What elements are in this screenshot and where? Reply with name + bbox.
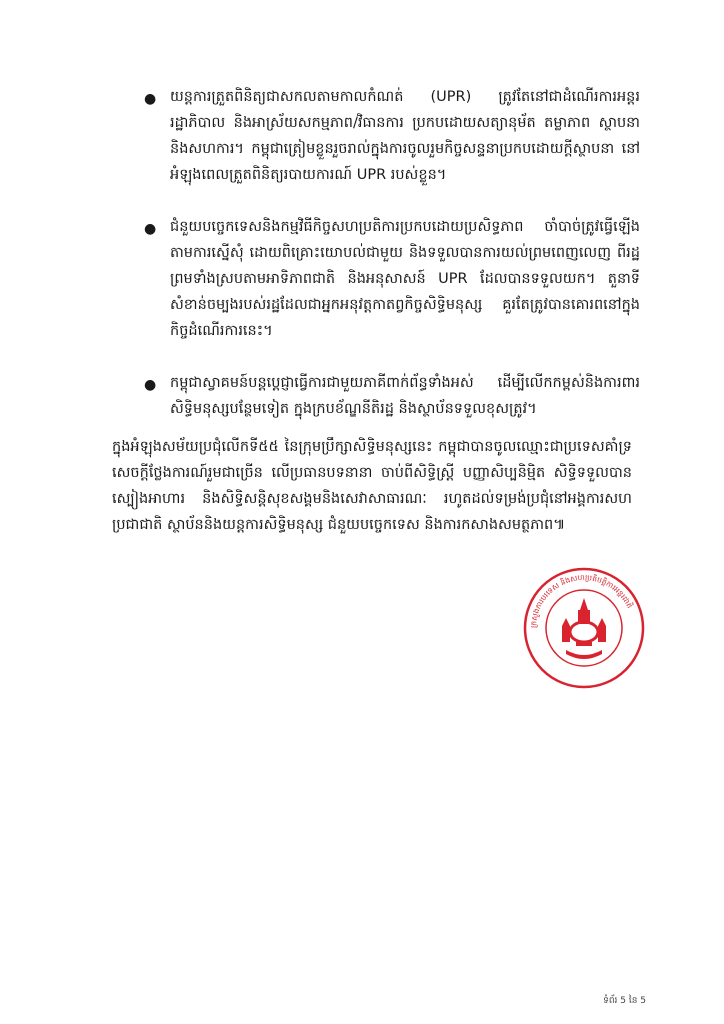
bullet-marker: ● xyxy=(144,221,157,237)
bullet-text: កម្ពុជាស្វាគមន៍បន្តប្ដេជ្ញាធ្វើការជាមួយភាគីពាក់ព័ន្ធទាំងអស់ ដើម្បីលើកកម្ពស់និងការពារសិទ្ធិមនុស្សបន្ថែមទៀត ក្នុងក្របខ័ណ្ឌនីតិរដ្ឋ និងស្ថាប័នទទួលខុសត្រូវ។ xyxy=(170,375,640,417)
seal-emblem-icon xyxy=(562,598,606,659)
bullet-marker: ● xyxy=(144,91,157,107)
bullet-list xyxy=(140,84,640,448)
closing-paragraph: ក្នុងអំឡុងសម័យប្រជុំលើកទី៥៥ នៃក្រុមប្រឹក្សាសិទ្ធិមនុស្សនេះ កម្ពុជាបានចូលឈ្មោះជាប្រទេសគាំទ្រសេចក្ដីថ្លែងការណ៍រួមជាច្រើន លើប្រធានបទនានា ចាប់ពីសិទ្ធិស្ត្រី បញ្ញាសិប្បនិម្មិត សិទ្ធិទទួលបានស្បៀងអាហារ និងសិទ្ធិសន្តិសុខសង្គមនិងសេវាសាធារណៈ រហូតដល់ទម្រង់ប្រជុំនៅអង្គការសហប្រជាជាតិ ស្ថាប័ននិងយន្តការសិទ្ធិមនុស្ស ជំនួយបច្ចេកទេស និងការកសាងសមត្ថភាព៕ xyxy=(112,439,632,533)
list-item xyxy=(140,214,640,344)
list-item xyxy=(140,370,640,422)
official-seal xyxy=(522,566,646,690)
bullet-text: ជំនួយបច្ចេកទេសនិងកម្មវិធីកិច្ចសហប្រតិការប្រកបដោយប្រសិទ្ធភាព ចាំបាច់ត្រូវធ្វើឡើងតាមការស្នើសុំ ដោយពិគ្រោះយោបល់ជាមួយ និងទទួលបានការយល់ព្រមពេញលេញ ពីរដ្ឋ ព្រមទាំងស្របតាមអាទិភាពជាតិ និងអនុសាសន៍ UPR ដែលបានទទួលយក។ តួនាទីសំខាន់ចម្បងរបស់រដ្ឋដែលជាអ្នកអនុវត្តកាតព្វកិច្ចសិទ្ធិមនុស្ស គួរតែត្រូវបានគោរពនៅក្នុងកិច្ចដំណើរការនេះ។ xyxy=(170,219,640,339)
seal-outer-ring xyxy=(525,569,643,687)
bullet-text: យន្តការត្រួតពិនិត្យជាសកលតាមកាលកំណត់ (UPR) ត្រូវតែនៅជាដំណើរការអន្តររដ្ឋាភិបាល និងអាស្រ័យសកម្មភាព/វិធានការ ប្រកបដោយសត្យានុម័ត តម្លាភាព ស្ថាបនា និងសហការ។ កម្ពុជាត្រៀមខ្លួនរួចរាល់ក្នុងការចូលរួមកិច្ចសន្ទនាប្រកបដោយក្តីស្ថាបនា នៅអំឡុងពេលត្រួតពិនិត្យរបាយការណ៍ UPR របស់ខ្លួន។ xyxy=(170,89,640,183)
seal-text: ក្រសួងការបរទេស និងសហប្រតិបត្តិការអន្តរជាតិ xyxy=(528,572,635,629)
page-number: ទំព័រ 5 នៃ 5 xyxy=(603,996,646,1006)
list-item xyxy=(140,84,640,188)
bullet-marker: ● xyxy=(144,377,157,393)
